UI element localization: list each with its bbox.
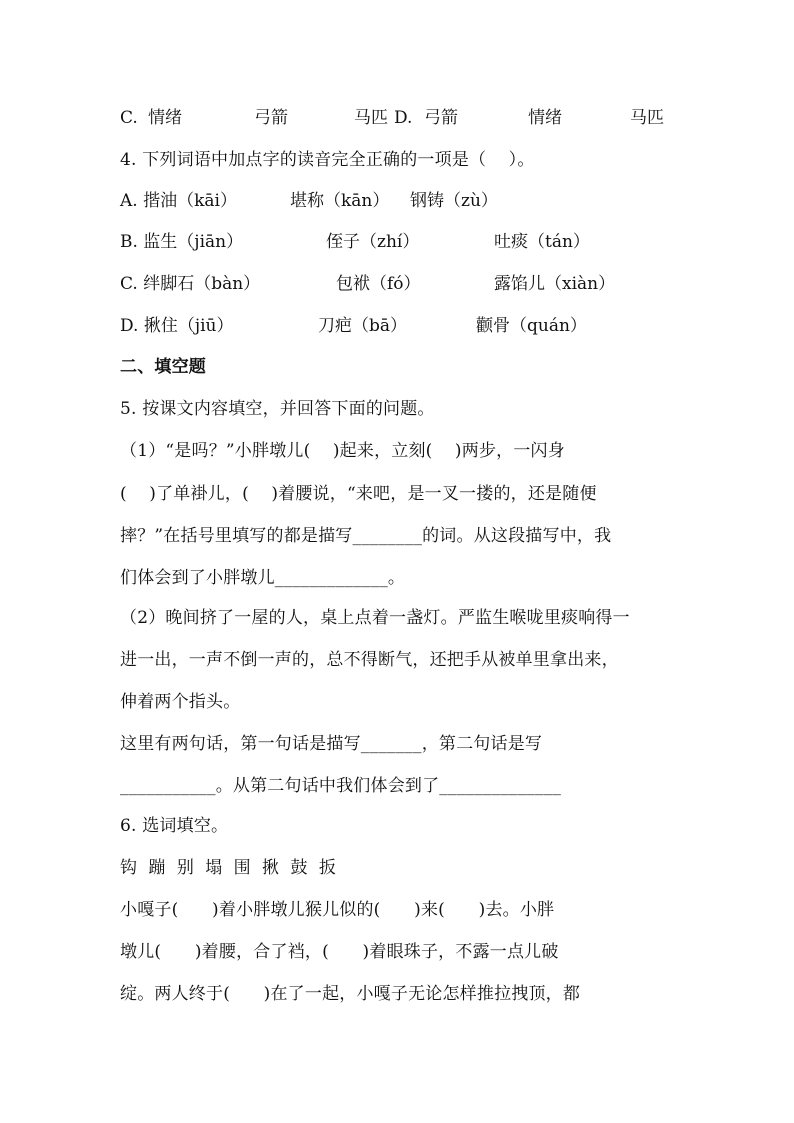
q3-option-c-word-2: 弓箭 xyxy=(254,108,288,128)
q4-a-item-3: 钢铸（zù） xyxy=(410,191,498,211)
q3-option-d-label: D. xyxy=(394,108,418,128)
q3-options-row xyxy=(0,106,794,130)
q5-passage2-line5: ___________。从第二句话中我们体会到了______________ xyxy=(120,776,562,796)
q4-c-item-2: 包袱（fó） xyxy=(336,274,421,294)
q4-d-item-2: 刀疤（bā） xyxy=(318,316,408,336)
q5-passage1-line3: 摔？”在括号里填写的都是描写________的词。从这段描写中，我 xyxy=(120,526,612,546)
section-heading-fill-blank: 二、填空题 xyxy=(120,357,206,377)
q6-stem: 6. 选词填空。 xyxy=(120,816,229,836)
q4-a-item-2: 堪称（kān） xyxy=(290,191,390,211)
q4-c-item-3: 露馅儿（xiàn） xyxy=(494,274,616,294)
q4-option-d xyxy=(0,314,794,338)
q4-option-a xyxy=(0,189,794,213)
q3-option-d-word-1: 弓箭 xyxy=(424,108,458,128)
q6-word-bank: 钩 蹦 别 塌 围 揪 鼓 扳 xyxy=(120,858,337,878)
q3-option-d-word-3: 马匹 xyxy=(630,108,664,128)
q4-a-item-1: A. 揩油（kāi） xyxy=(120,191,237,211)
q4-option-b xyxy=(0,230,794,254)
q4-stem: 4. 下列词语中加点字的读音完全正确的一项是（ ）。 xyxy=(120,150,535,170)
q5-passage2-line2: 进一出，一声不倒一声的，总不得断气，还把手从被单里拿出来， xyxy=(120,650,619,670)
q5-stem: 5. 按课文内容填空，并回答下面的问题。 xyxy=(120,399,435,419)
q3-option-c-word-1: 情绪 xyxy=(148,108,182,128)
q5-passage2-line1: （2）晚间挤了一屋的人，桌上点着一盏灯。严监生喉咙里痰响得一 xyxy=(120,608,630,628)
q4-d-item-1: D. 揪住（jiū） xyxy=(120,316,234,336)
q4-b-item-1: B. 监生（jiān） xyxy=(120,232,244,252)
q6-text-line3: 绽。两人终于( )在了一起，小嘎子无论怎样推拉拽顶，都 xyxy=(120,984,581,1004)
q4-option-c xyxy=(0,272,794,296)
q6-text-line1: 小嘎子( )着小胖墩儿猴儿似的( )来( )去。小胖 xyxy=(120,900,555,920)
q5-passage1-line1: （1）“是吗？”小胖墩儿( )起来，立刻( )两步，一闪身 xyxy=(120,441,565,461)
q5-passage1-line4: 们体会到了小胖墩儿_____________。 xyxy=(120,568,406,588)
q3-option-c-word-3: 马匹 xyxy=(354,108,388,128)
q3-option-d-word-2: 情绪 xyxy=(528,108,562,128)
q5-passage2-line3: 伸着两个指头。 xyxy=(120,692,241,712)
q3-option-c-label: C. xyxy=(120,108,144,128)
q4-b-item-2: 侄子（zhí） xyxy=(326,232,420,252)
q5-passage2-line4: 这里有两句话，第一句话是描写_______，第二句话是写 xyxy=(120,734,543,754)
q4-d-item-3: 颧骨（quán） xyxy=(476,316,587,336)
q6-text-line2: 墩儿( )着腰，合了裆，( )着眼珠子，不露一点儿破 xyxy=(120,942,559,962)
q5-passage1-line2: ( )了单褂儿，( )着腰说，“来吧，是一叉一搂的，还是随便 xyxy=(120,484,597,504)
q4-c-item-1: C. 绊脚石（bàn） xyxy=(120,274,261,294)
q4-b-item-3: 吐痰（tán） xyxy=(494,232,590,252)
